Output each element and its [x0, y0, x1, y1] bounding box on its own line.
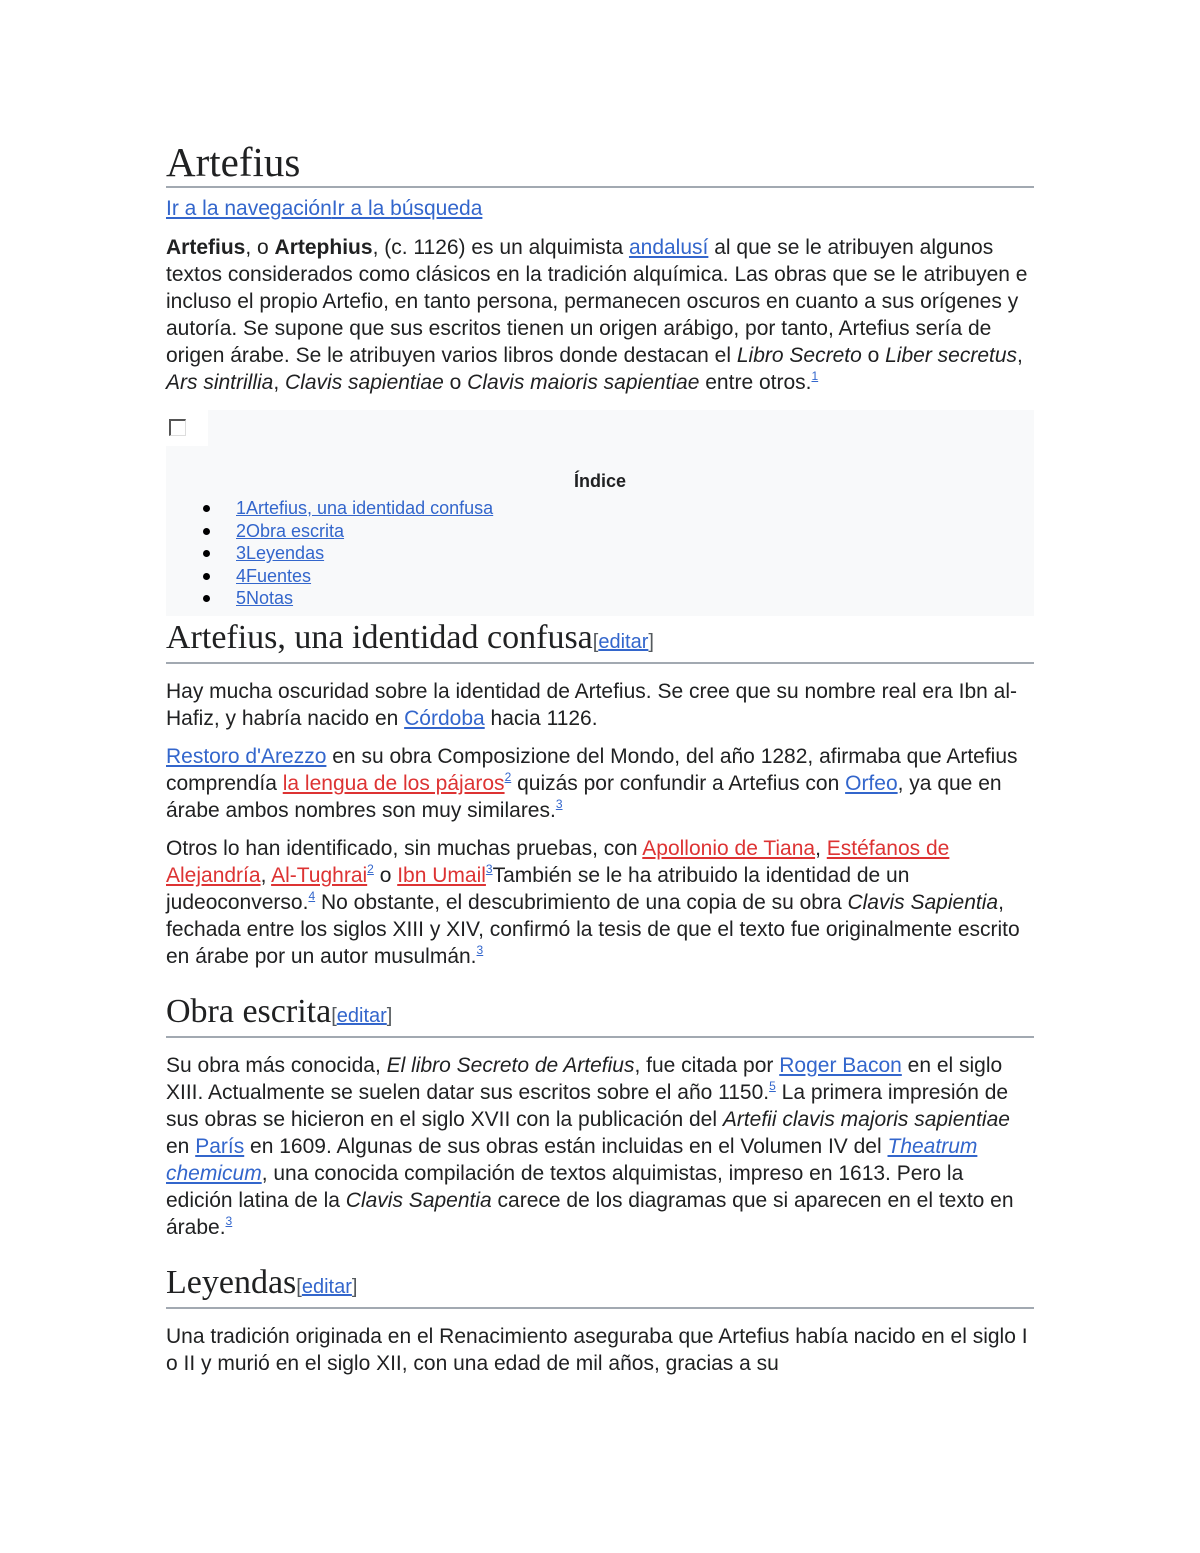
toc-link-4[interactable]: 4Fuentes — [236, 565, 312, 586]
toc-item — [236, 542, 493, 565]
link-ibn-umail[interactable]: Ibn Umail — [397, 864, 486, 887]
toc-item — [236, 565, 493, 588]
toc-title: Índice — [573, 471, 626, 491]
article — [166, 138, 1034, 1388]
reference-link[interactable]: 5 — [769, 1079, 776, 1093]
link-apollonio[interactable]: Apollonio de Tiana — [642, 837, 816, 860]
section-heading-obra: Obra escrita[editar] — [166, 992, 1034, 1038]
link-andalusi[interactable]: andalusí — [628, 236, 709, 259]
reference-link[interactable]: 2 — [504, 770, 512, 784]
jump-to-search-link[interactable]: Ir a la búsqueda — [331, 197, 483, 220]
page-title: Artefius — [166, 138, 1034, 188]
link-al-tughrai[interactable]: Al-Tughrai — [271, 864, 368, 887]
edit-link[interactable]: editar — [336, 1005, 387, 1027]
subject-name: Artefius — [166, 236, 246, 259]
link-estefanos[interactable]: Estéfanos de Alejandría — [166, 837, 950, 887]
reference-link[interactable]: 3 — [555, 797, 563, 811]
toc-toggle[interactable] — [166, 410, 208, 446]
edit-link[interactable]: editar — [598, 631, 649, 653]
toc-link-3[interactable]: 3Leyendas — [236, 543, 325, 564]
link-paris[interactable]: París — [195, 1135, 245, 1158]
toc-link-1[interactable]: 1Artefius, una identidad confusa — [236, 498, 494, 518]
jump-links — [166, 196, 1034, 222]
toc-item — [236, 520, 493, 543]
reference-link[interactable]: 4 — [308, 889, 316, 903]
toc-list — [166, 497, 493, 610]
table-of-contents — [166, 410, 1034, 616]
section-heading-leyendas: Leyendas[editar] — [166, 1263, 1034, 1309]
link-roger-bacon[interactable]: Roger Bacon — [779, 1054, 902, 1077]
paragraph: Su obra más conocida, El libro Secreto de Artefius, fue citada por Roger Bacon en el siglo XIII. Actualmente se suelen datar sus escritos sobre el año 1150.$^5$ La primera impresión de sus obras se hicieron en el siglo XVII con la publicación del Artefii clavis majoris sapientiae en París en 1609. Algunas de sus obras están incluidas en el Volumen IV del Theatrum chemicum, una conocida compilación de textos alquimistas, impreso en 1613. Pero la edición latina de la Clavis Sapentia carece de los diagramas que si aparecen en el texto en árabe.$^3$ — [166, 1054, 1014, 1239]
toc-item — [236, 497, 493, 520]
reference-link[interactable]: 3 — [485, 862, 493, 876]
jump-to-navigation-link[interactable]: Ir a la navegación — [166, 197, 332, 220]
section-heading-identidad: Artefius, una identidad confusa[editar] — [166, 618, 1034, 664]
paragraph: Hay mucha oscuridad sobre la identidad de Artefius. Se cree que su nombre real era Ibn al-Hafiz, y habría nacido en Córdoba hacia 1126. — [166, 680, 1017, 730]
edit-section: [editar] — [296, 1276, 358, 1298]
intro-paragraph: Artefius, o Artephius, (c. 1126) es un alquimista andalusí al que se le atribuyen algunos textos considerados como clásicos en la tradición alquímica. Las obras que se le atribuyen e incluso el propio Artefio, en tanto persona, permanecen oscuros en cuanto a sus orígenes y autoría. Se supone que sus escritos tienen un origen arábigo, por tanto, Artefius sería de origen árabe. Se le atribuyen varios libros donde destacan el Libro Secreto o Liber secretus, Ars sintrillia, Clavis sapientiae o Clavis maioris sapientiae entre otros.$^1$ — [166, 236, 1028, 394]
toc-item — [236, 587, 493, 610]
subject-alt-name: Artephius — [274, 236, 373, 259]
toc-link-5[interactable]: 5Notas — [236, 588, 294, 609]
paragraph: Restoro d'Arezzo en su obra Composizione del Mondo, del año 1282, afirmaba que Artefius comprendía la lengua de los pájaros$^2$ quizás por confundir a Artefius con Orfeo, ya que en árabe ambos nombres son muy similares.$^3$ — [166, 745, 1018, 822]
reference-link[interactable]: 3 — [225, 1214, 233, 1228]
link-cordoba[interactable]: Córdoba — [404, 707, 485, 730]
checkbox-icon — [169, 419, 186, 436]
paragraph: Otros lo han identificado, sin muchas pruebas, con Apollonio de Tiana, Estéfanos de Alejandría, Al-Tughrai$^2$ o Ibn Umail$^3$También se le ha atribuido la identidad de un judeoconverso.$^4$ No obstante, el descubrimiento de una copia de su obra Clavis Sapientia, fechada entre los siglos XIII y XIV, confirmó la tesis de que el texto fue originalmente escrito en árabe por un autor musulmán.$^3$ — [166, 837, 1020, 968]
toc-link-2[interactable]: 2Obra escrita — [236, 520, 345, 541]
link-lengua-pajaros[interactable]: la lengua de los pájaros — [282, 772, 505, 795]
reference — [811, 369, 818, 383]
edit-section: [editar] — [331, 1005, 393, 1027]
reference-link[interactable]: 2 — [367, 862, 374, 876]
paragraph: Una tradición originada en el Renacimiento aseguraba que Artefius había nacido en el siglo I o II y murió en el siglo XII, con una edad de mil años, gracias a su — [166, 1325, 1028, 1375]
reference-link[interactable]: 3 — [476, 943, 484, 957]
link-orfeo[interactable]: Orfeo — [845, 772, 898, 795]
link-restoro[interactable]: Restoro d'Arezzo — [166, 745, 327, 768]
edit-section: [editar] — [592, 631, 654, 653]
reference-link[interactable]: 1 — [811, 369, 819, 383]
link-theatrum-chemicum[interactable]: Theatrum chemicum — [166, 1135, 978, 1185]
edit-link[interactable]: editar — [301, 1276, 352, 1298]
